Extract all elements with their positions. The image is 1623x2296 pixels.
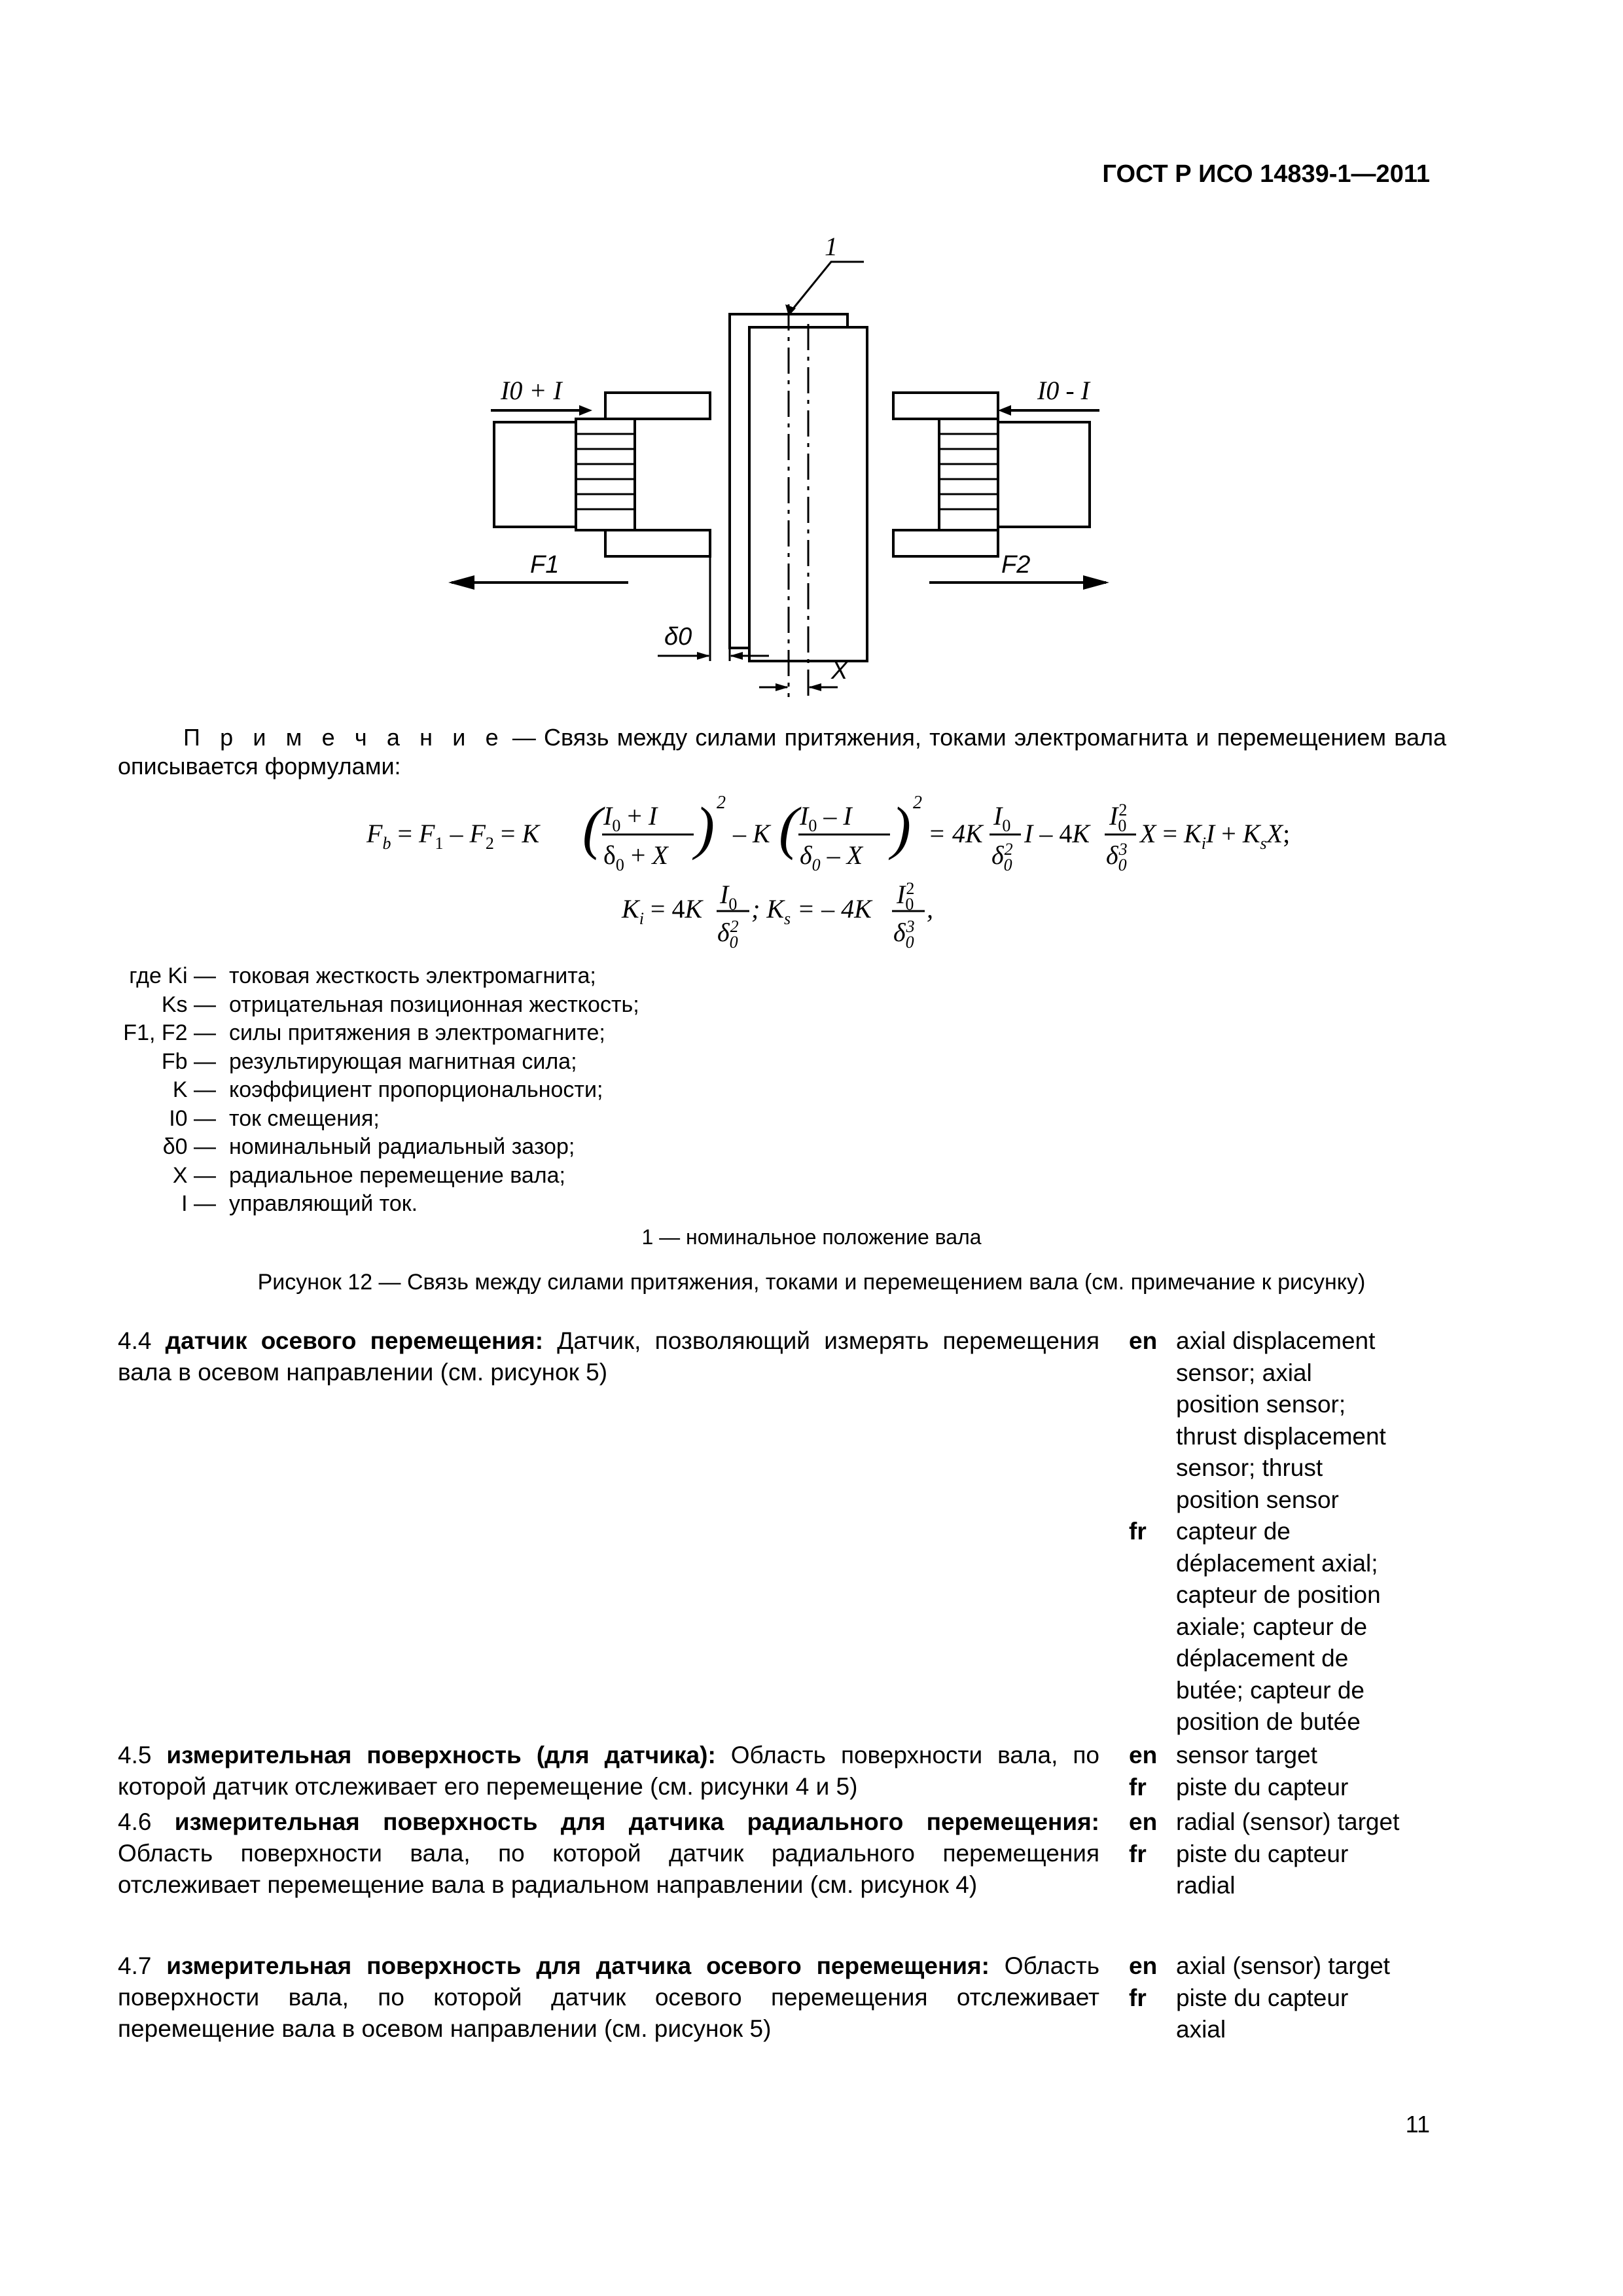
lang-code: en bbox=[1129, 1952, 1158, 1979]
definition-text: ток смещения; bbox=[229, 1105, 380, 1131]
term-name: измерительная поверхность (для датчика): bbox=[166, 1742, 716, 1768]
gap-delta0-label: δ0 bbox=[664, 623, 692, 651]
right-current-label: I0 - I bbox=[1037, 376, 1090, 405]
svg-text:δ02: $\delta_02$ bbox=[991, 840, 1013, 874]
right-magnet-top-pole bbox=[893, 393, 998, 419]
symbol-definitions bbox=[118, 962, 639, 1219]
equivalent-line: butée; capteur de bbox=[1176, 1676, 1364, 1704]
definition-symbol: X — bbox=[172, 1162, 216, 1188]
svg-text:I02: $I_02$ bbox=[1109, 800, 1128, 835]
definition-symbol: F1, F2 — bbox=[123, 1020, 216, 1045]
svg-text:= 4K: = 4K bbox=[928, 819, 983, 848]
term-definition: Область поверхности вала, по которой датчик отслеживает его перемещение (см. рисунки 4 и 5) bbox=[118, 1742, 1100, 1800]
definition-symbol: Ks — bbox=[161, 992, 216, 1017]
svg-text:,: , bbox=[927, 894, 933, 924]
svg-text:(: ( bbox=[582, 796, 602, 861]
definition-row bbox=[118, 962, 639, 991]
figure-legend: 1 — номинальное положение вала bbox=[641, 1225, 982, 1249]
figure-12-diagram bbox=[432, 226, 1119, 697]
note-lead: П р и м е ч а н и е bbox=[183, 724, 505, 751]
term-entry bbox=[118, 1950, 1099, 2045]
svg-text:δ0 – X: $\delta_0$ – X bbox=[800, 840, 863, 874]
svg-text:δ03: $\delta_03$ bbox=[893, 917, 915, 952]
svg-text:I0 – I: $I_0$ – I bbox=[800, 801, 852, 835]
definition-text: отрицательная позиционная жесткость; bbox=[229, 992, 639, 1017]
term-entry bbox=[118, 1806, 1099, 1901]
svg-text:(: ( bbox=[779, 796, 798, 861]
figure-note bbox=[118, 723, 1446, 781]
right-coil bbox=[939, 419, 998, 530]
definition-text: результирующая магнитная сила; bbox=[229, 1049, 577, 1074]
page-number: 11 bbox=[1405, 2111, 1430, 2138]
lang-code: en bbox=[1129, 1327, 1158, 1354]
equivalent-line: thrust displacement bbox=[1176, 1422, 1386, 1450]
term-name: измерительная поверхность для датчика осевого перемещения: bbox=[166, 1952, 990, 1979]
left-current-label: I0 + I bbox=[501, 376, 562, 405]
lang-code: fr bbox=[1129, 1984, 1147, 2011]
left-magnet-top-pole bbox=[605, 393, 710, 419]
note-text: — Связь между силами притяжения, токами электромагнита и перемещением вала описывается формулами: bbox=[118, 724, 1446, 780]
term-definition: Область поверхности вала, по которой датчик осевого перемещения отслеживает перемещение вала в осевом направлении (см. рисунок 5) bbox=[118, 1952, 1099, 2042]
force-f1-label: F1 bbox=[530, 551, 560, 579]
svg-text:δ02: $\delta_02$ bbox=[717, 917, 739, 952]
term-number: 4.7 bbox=[118, 1952, 152, 1979]
term-name: датчик осевого перемещения: bbox=[165, 1327, 544, 1354]
right-magnet-bottom-pole bbox=[893, 530, 998, 556]
definition-symbol: K — bbox=[172, 1077, 216, 1102]
right-magnet-body bbox=[985, 422, 1090, 527]
definition-text: номинальный радиальный зазор; bbox=[229, 1134, 575, 1159]
document-header: ГОСТ Р ИСО 14839-1—2011 bbox=[1102, 160, 1430, 188]
lang-code: fr bbox=[1129, 1840, 1147, 1867]
formula-fb bbox=[366, 789, 1291, 880]
definition-text: токовая жесткость электромагнита; bbox=[229, 963, 596, 988]
svg-text:– K: – K bbox=[733, 819, 770, 848]
equivalent-line: déplacement de bbox=[1176, 1645, 1349, 1672]
marker-1-label: 1 bbox=[825, 232, 838, 261]
svg-text:Ki = 4K: $K_i = 4K$ bbox=[622, 894, 703, 928]
term-entry bbox=[118, 1740, 1099, 1803]
term-number: 4.4 bbox=[118, 1327, 152, 1354]
svg-text:; Ks = – 4K: ; $K_s$ = – 4K bbox=[751, 894, 872, 928]
svg-text:δ0 + X: $\delta_0 + X$ bbox=[603, 840, 668, 874]
definition-row bbox=[118, 1105, 639, 1134]
svg-text:): ) bbox=[695, 796, 715, 861]
term-name: измерительная поверхность для датчика радиального перемещения: bbox=[174, 1808, 1099, 1835]
equivalent-line: position de butée bbox=[1176, 1708, 1361, 1735]
equivalent-line: axiale; capteur de bbox=[1176, 1613, 1368, 1640]
equivalent-line: sensor target bbox=[1176, 1742, 1317, 1768]
equivalent-line: axial bbox=[1176, 2016, 1226, 2043]
equivalent-line: sensor; thrust bbox=[1176, 1454, 1323, 1481]
displacement-x-label: X bbox=[831, 657, 848, 685]
definition-symbol: Fb — bbox=[161, 1049, 216, 1074]
equivalent-line: axial displacement bbox=[1176, 1327, 1376, 1354]
definition-symbol: δ0 — bbox=[162, 1134, 216, 1159]
term-equivalents bbox=[1129, 1950, 1495, 2046]
definition-text: управляющий ток. bbox=[229, 1191, 418, 1216]
equivalent-line: capteur de position bbox=[1176, 1581, 1381, 1608]
svg-text:I0 + I: $I_0 + I$ bbox=[603, 801, 658, 835]
equivalent-line: position sensor; bbox=[1176, 1391, 1346, 1418]
definition-row bbox=[118, 1162, 639, 1191]
equivalent-line: position sensor bbox=[1176, 1486, 1339, 1513]
definition-symbol: где Ki — bbox=[129, 963, 216, 988]
svg-text:Fb = F1 – F2 = K: $F_b = F_1 - F_2 = K$ bbox=[366, 819, 540, 853]
equivalent-line: capteur de bbox=[1176, 1518, 1291, 1545]
svg-text:X = KiI + KsX;: $X = K_iI + K_sX$; bbox=[1140, 819, 1291, 853]
definition-row bbox=[118, 1019, 639, 1048]
lang-code: en bbox=[1129, 1808, 1158, 1835]
definition-row bbox=[118, 1076, 639, 1105]
term-definition: Датчик, позволяющий измерять перемещения вала в осевом направлении (см. рисунок 5) bbox=[118, 1327, 1100, 1386]
definition-symbol: I0 — bbox=[169, 1105, 216, 1131]
svg-text:I – 4K: I – 4K bbox=[1024, 819, 1090, 848]
definition-row bbox=[118, 991, 639, 1020]
term-number: 4.6 bbox=[118, 1808, 152, 1835]
svg-text:): ) bbox=[891, 796, 911, 861]
equivalent-line: piste du capteur bbox=[1176, 1984, 1349, 2011]
svg-text:I02: $I_02$ bbox=[897, 879, 915, 914]
term-equivalents bbox=[1129, 1740, 1495, 1803]
lang-code: fr bbox=[1129, 1773, 1147, 1801]
left-coil bbox=[576, 419, 635, 530]
figure-caption: Рисунок 12 — Связь между силами притяжения, токами и перемещением вала (см. примечание к рисунку) bbox=[257, 1270, 1366, 1295]
formula-ki-ks bbox=[622, 870, 962, 962]
definition-row bbox=[118, 1133, 639, 1162]
left-magnet-bottom-pole bbox=[605, 530, 710, 556]
term-number: 4.5 bbox=[118, 1742, 152, 1768]
svg-text:δ03: $\delta_03$ bbox=[1106, 840, 1128, 874]
svg-text:I0: $I_0$ bbox=[993, 801, 1011, 835]
definition-row bbox=[118, 1048, 639, 1077]
definition-symbol: I — bbox=[181, 1191, 216, 1216]
equivalent-line: déplacement axial; bbox=[1176, 1549, 1378, 1577]
equivalent-line: radial (sensor) target bbox=[1176, 1808, 1400, 1835]
term-equivalents bbox=[1129, 1806, 1495, 1902]
equivalent-line: axial (sensor) target bbox=[1176, 1952, 1390, 1979]
formula-ki-ks-svg bbox=[622, 870, 962, 956]
lang-code: fr bbox=[1129, 1518, 1147, 1545]
definition-text: радиальное перемещение вала; bbox=[229, 1162, 565, 1188]
equivalent-line: sensor; axial bbox=[1176, 1359, 1312, 1386]
definition-text: коэффициент пропорциональности; bbox=[229, 1077, 603, 1102]
equivalent-line: radial bbox=[1176, 1872, 1236, 1899]
svg-text:2: 2 bbox=[717, 793, 726, 813]
equivalent-line: piste du capteur bbox=[1176, 1773, 1349, 1801]
definition-row bbox=[118, 1190, 639, 1219]
svg-text:2: 2 bbox=[913, 793, 922, 813]
term-equivalents bbox=[1129, 1325, 1495, 1738]
svg-text:I0: $I_0$ bbox=[720, 880, 738, 914]
force-f2-label: F2 bbox=[1001, 551, 1031, 579]
formula-fb-svg bbox=[366, 789, 1291, 874]
term-entry bbox=[118, 1325, 1099, 1388]
lang-code: en bbox=[1129, 1742, 1158, 1768]
equivalent-line: piste du capteur bbox=[1176, 1840, 1349, 1867]
term-definition: Область поверхности вала, по которой датчик радиального перемещения отслеживает перемещение вала в радиальном направлении (см. рисунок 4) bbox=[118, 1840, 1099, 1898]
definition-text: силы притяжения в электромагните; bbox=[229, 1020, 605, 1045]
